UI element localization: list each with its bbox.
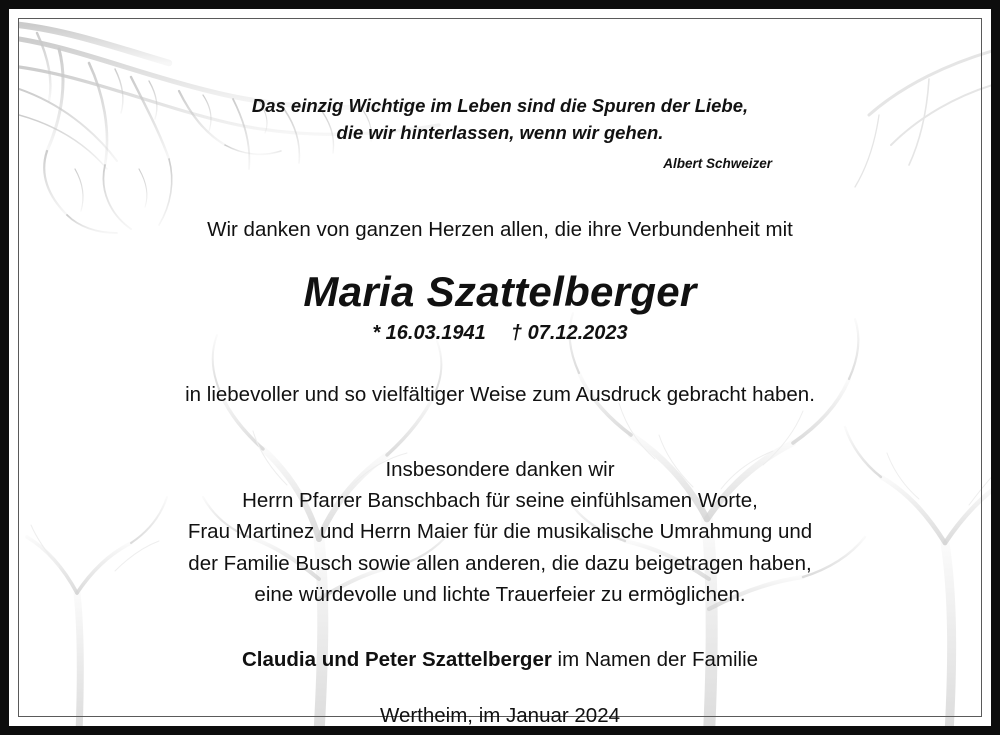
special-thanks-line: der Familie Busch sowie allen anderen, die dazu beigetragen haben,: [188, 551, 812, 575]
family-suffix: im Namen der Familie: [551, 647, 759, 671]
obituary-content: [9, 9, 991, 726]
family-signature: [69, 648, 931, 672]
quote-block: [190, 93, 810, 147]
birth-date: * 16.03.1941: [372, 322, 486, 345]
special-thanks-line: Frau Martinez und Herrn Maier für die musikalische Umrahmung und: [187, 520, 813, 544]
death-date: † 07.12.2023: [510, 322, 628, 345]
quote-line-2: die wir hinterlassen, wenn wir gehen.: [336, 121, 664, 143]
thanks-intro: Wir danken von ganzen Herzen allen, die ihre Verbundenheit mit: [207, 217, 793, 241]
thanks-continued: in liebevoller und so vielfältiger Weise zum Ausdruck gebracht haben.: [185, 383, 815, 407]
quote-author: Albert Schweizer: [663, 155, 772, 171]
family-names: Claudia und Peter Szattelberger: [241, 647, 552, 671]
quote-line-1: Das einzig Wichtige im Leben sind die Spuren der Liebe,: [251, 95, 749, 116]
life-dates: [69, 322, 931, 345]
special-thanks-block: [69, 454, 931, 610]
special-thanks-line: eine würdevolle und lichte Trauerfeier zu ermöglichen.: [254, 582, 746, 606]
place-and-date: Wertheim, im Januar 2024: [379, 703, 621, 727]
special-thanks-line: Insbesondere danken wir: [385, 458, 615, 482]
special-thanks-line: Herrn Pfarrer Banschbach für seine einfühlsamen Worte,: [242, 489, 758, 513]
deceased-name: Maria Szattelberger: [303, 268, 697, 316]
